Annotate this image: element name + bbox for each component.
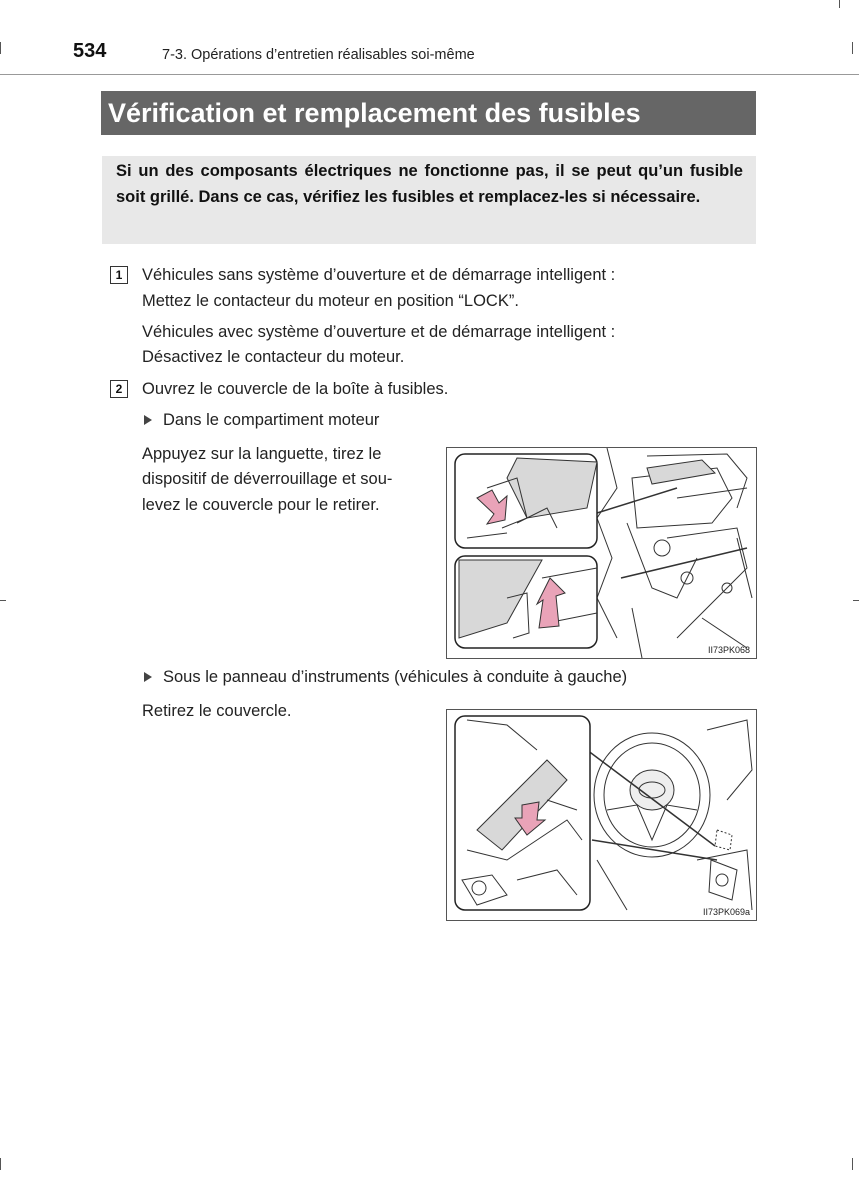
step-1-line-1: Véhicules sans système d’ouverture et de démarrage intelligent : [142,266,616,284]
section-title: 7-3. Opérations d’entretien réalisables soi-même [162,47,475,63]
crop-mark-top-left [0,42,1,54]
instrument-panel-fuse-illustration [446,709,757,921]
intro-box: Si un des composants électriques ne fonctionne pas, il se peut qu’un fusible soit grillé. Dans ce cas, vérifiez les fusibles et remplacez-les si nécessaire. [102,156,756,244]
header-divider [0,74,859,75]
page-title: Vérification et remplacement des fusibles [101,91,756,135]
subsection-1-text-2: dispositif de déverrouillage et sou- [142,470,393,488]
bullet-triangle-icon [144,672,152,682]
subsection-1-text-1: Appuyez sur la languette, tirez le [142,445,382,463]
image-code-2: II73PK069a [702,907,750,917]
engine-fuse-box-illustration [446,447,757,659]
crop-mark-bottom-right [852,1158,853,1170]
crop-mark-right [852,42,853,54]
crop-mark-top-right [839,0,840,8]
step-number-2: 2 [110,380,128,398]
crop-mark-bottom-left [0,1158,1,1170]
step-2-line-1: Ouvrez le couvercle de la boîte à fusibles. [142,380,449,398]
page-number: 534 [73,40,107,62]
subsection-2-text-1: Retirez le couvercle. [142,702,292,720]
step-number-1: 1 [110,266,128,284]
step-1-line-2: Mettez le contacteur du moteur en position “LOCK”. [142,292,519,310]
subsection-heading-engine: Dans le compartiment moteur [163,411,380,429]
subsection-heading-instrument-panel: Sous le panneau d’instruments (véhicules à conduite à gauche) [163,668,628,686]
crop-mark-right-mid [853,600,859,601]
step-1-line-4: Désactivez le contacteur du moteur. [142,348,405,366]
bullet-triangle-icon [144,415,152,425]
image-code-1: II73PK068 [707,645,750,655]
crop-mark-left-mid [0,600,6,601]
step-1-line-3: Véhicules avec système d’ouverture et de démarrage intelligent : [142,323,616,341]
subsection-1-text-3: levez le couvercle pour le retirer. [142,496,380,514]
